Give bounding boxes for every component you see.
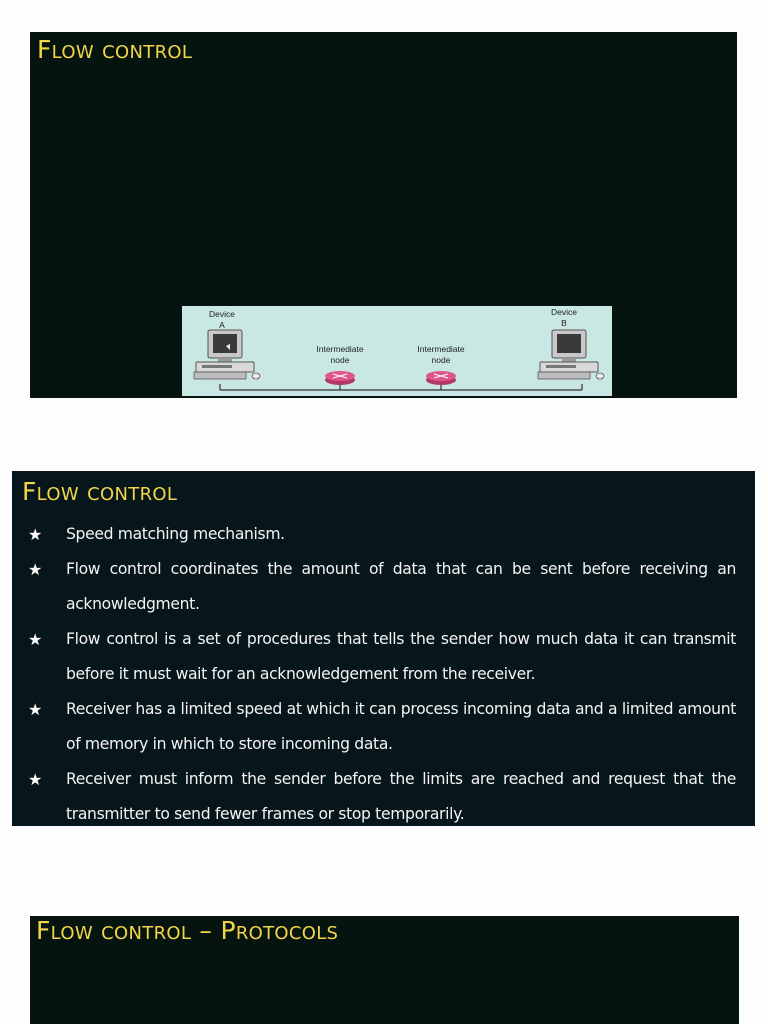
device-a-label (206, 309, 238, 331)
intermediate-node-2-label (411, 344, 471, 366)
node-2-label-line1: Intermediate (417, 344, 465, 354)
bullet-item (26, 762, 736, 826)
device-a-label-line1: Device (209, 309, 235, 319)
bullet-text: Receiver has a limited speed at which it can process incoming data and a limited amount of memory in which to store incoming data. (66, 700, 736, 753)
device-b-label-line1: Device (551, 307, 577, 317)
bullet-item (26, 622, 736, 692)
slide-flow-control-diagram (30, 32, 737, 398)
slide-title: Flow control – Protocols (36, 916, 339, 945)
computer-icon (538, 330, 604, 379)
star-bullet-icon: ★ (28, 560, 42, 579)
node-1-label-line2: node (330, 355, 350, 365)
device-a-label-line2: A (219, 320, 225, 330)
slide-flow-control-bullets (12, 471, 755, 826)
router-icon (426, 371, 456, 385)
node-1-label-line1: Intermediate (316, 344, 364, 354)
star-bullet-icon: ★ (28, 770, 42, 789)
bullet-text: Receiver must inform the sender before the limits are reached and request that the transmitter to send fewer frames or stop temporarily. (66, 770, 736, 823)
bullet-text: Flow control coordinates the amount of data that can be sent before receiving an acknowledgment. (66, 560, 736, 613)
bullet-text: Flow control is a set of procedures that tells the sender how much data it can transmit before it must wait for an acknowledgement from the receiver. (66, 630, 736, 683)
intermediate-node-1-label (310, 344, 370, 366)
computer-icon (194, 330, 260, 379)
router-icon (325, 371, 355, 385)
slide-title: Flow control (37, 35, 193, 64)
bullet-text: Speed matching mechanism. (66, 525, 285, 543)
node-2-label-line2: node (431, 355, 451, 365)
star-bullet-icon: ★ (28, 630, 42, 649)
bullet-item (26, 692, 736, 762)
bullet-list (26, 517, 736, 826)
slide-flow-control-protocols (30, 916, 739, 1024)
bullet-item (26, 552, 736, 622)
star-bullet-icon: ★ (28, 700, 42, 719)
device-b-label (548, 307, 580, 329)
network-diagram (182, 306, 612, 396)
device-b-label-line2: B (561, 318, 567, 328)
bullet-item (26, 517, 736, 552)
slide-title: Flow control (22, 477, 178, 506)
star-bullet-icon: ★ (28, 525, 42, 544)
